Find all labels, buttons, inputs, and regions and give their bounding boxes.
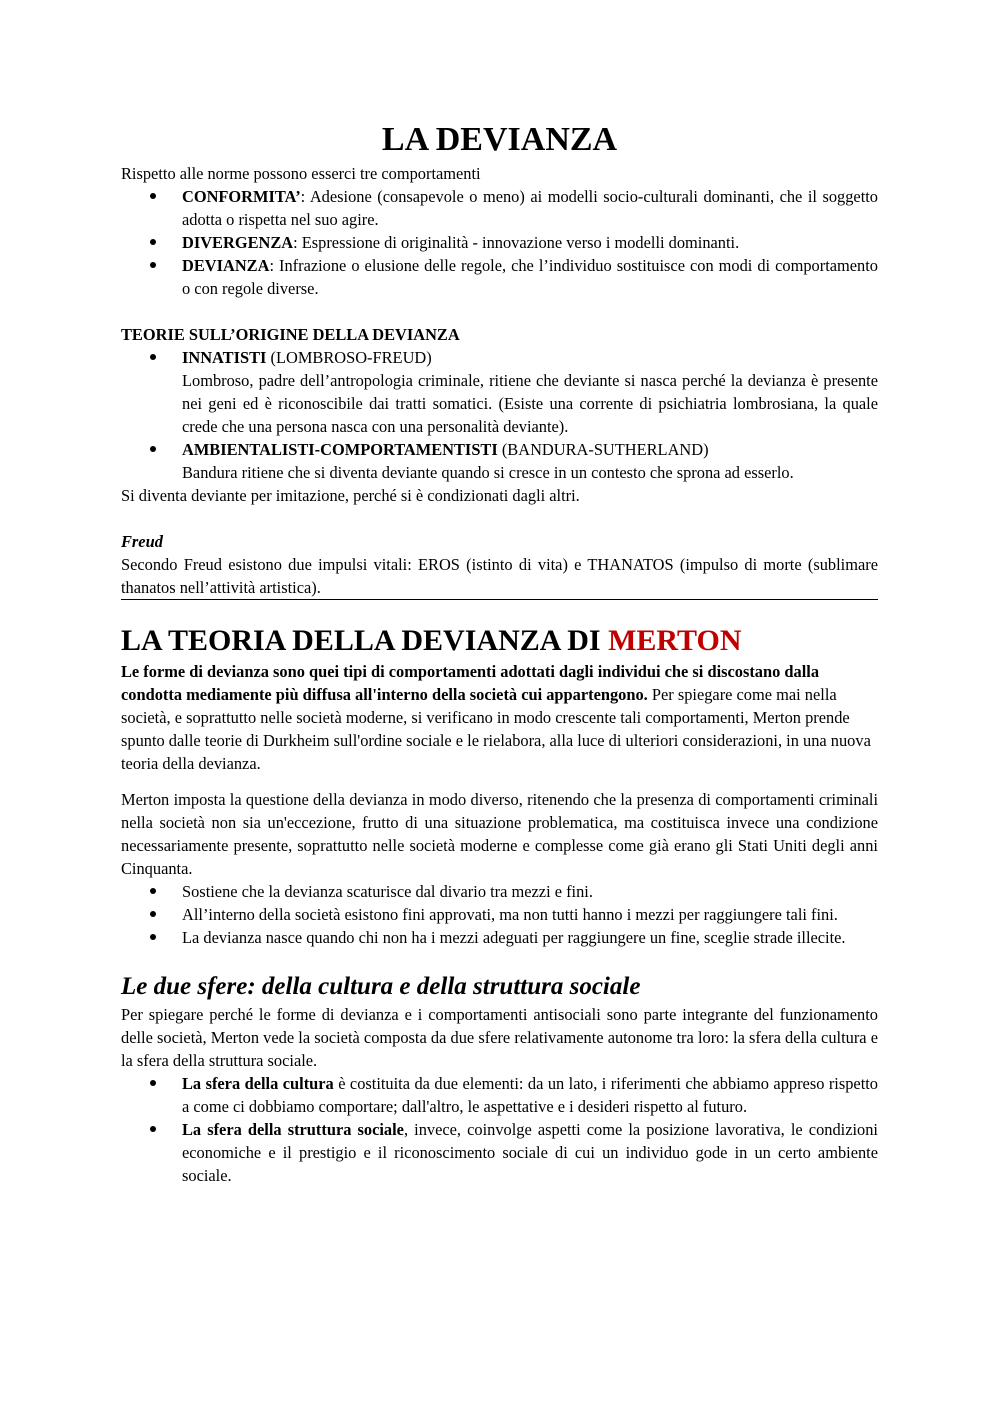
imitation-text: Si diventa deviante per imitazione, perché si è condizionati dagli altri. [121, 486, 580, 505]
merton-definition: Le forme di devianza sono quei tipi di comportamenti adottati dagli individui che si discostano dalla condotta mediamente più diffusa all'interno della società cui appartengono. [121, 662, 820, 704]
merton-explanation: Per spiegare come mai nella società, e soprattutto nelle società moderne, si verificano in modo crescente tali comportamenti, Merton prende spunto dalle teorie di Durkheim sull'ordine sociale e le rielabora, alla luce di ulteriori considerazioni, in una nuova teoria della devianza. [121, 685, 871, 773]
term: La sfera della struttura sociale [182, 1120, 404, 1139]
list-item [121, 254, 878, 300]
term: DIVERGENZA [182, 233, 294, 252]
merton-heading [121, 622, 878, 660]
intro-text: Rispetto alle norme possono esserci tre comportamenti [121, 164, 481, 183]
innatisti-description: Lombroso, padre dell’antropologia criminale, ritiene che deviante si nasca perché la devianza è presente nei geni ed è riconoscibile dai tratti somatici. (Esiste una corrente di psichiatria lombrosiana, la quale crede che una persona nasca con una personalità deviante). [182, 371, 878, 436]
term: INNATISTI [182, 348, 267, 367]
spheres-intro: Per spiegare perché le forme di devianza e i comportamenti antisociali sono parte integrante del funzionamento delle società, Merton vede la società composta da due sfere relativamente autonome tra loro: la sfera della cultura e la sfera della struttura sociale. [121, 1005, 878, 1070]
term: DEVIANZA [182, 256, 270, 275]
term: CONFORMITA’ [182, 187, 301, 206]
definition: : Adesione (consapevole o meno) ai modelli socio-culturali dominanti, che il soggetto adotta o rispetta nel suo agire. [182, 187, 878, 229]
list-item: La devianza nasce quando chi non ha i mezzi adeguati per raggiungere un fine, sceglie strade illecite. [121, 926, 878, 949]
list-item: Sostiene che la devianza scaturisce dal divario tra mezzi e fini. [121, 880, 878, 903]
list-item [121, 346, 878, 369]
document-page [121, 118, 878, 1187]
merton-heading-name: MERTON [608, 624, 742, 657]
merton-paragraph-2: Merton imposta la questione della devianza in modo diverso, ritenendo che la presenza di comportamenti criminali nella società non sia un'eccezione, frutto di una situazione problematica, ma costituisca invece una condizione necessariamente presente, soprattutto nelle società moderne e complesse come già erano gli Stati Uniti degli anni Cinquanta. [121, 790, 878, 878]
theories-heading: TEORIE SULL’ORIGINE DELLA DEVIANZA [121, 325, 460, 344]
freud-heading: Freud [121, 532, 163, 551]
spheres-list [121, 1072, 878, 1187]
list-item [121, 438, 878, 461]
definition: , invece, coinvolge aspetti come la posizione lavorativa, le condizioni economiche e il prestigio e il riconoscimento sociale di cui un individuo gode in un certo ambiente sociale. [182, 1120, 878, 1185]
merton-paragraph-1 [121, 660, 878, 775]
merton-points-list [121, 880, 878, 949]
list-item [121, 185, 878, 231]
list-item [121, 1072, 878, 1118]
list-item: All’interno della società esistono fini approvati, ma non tutti hanno i mezzi per raggiungere tali fini. [121, 903, 878, 926]
theories-list [121, 346, 878, 369]
definition: : Espressione di originalità - innovazione verso i modelli dominanti. [293, 233, 740, 252]
authors: (BANDURA-SUTHERLAND) [497, 440, 709, 459]
authors: (LOMBROSO-FREUD) [266, 348, 432, 367]
term: AMBIENTALISTI-COMPORTAMENTISTI [182, 440, 498, 459]
merton-heading-prefix: LA TEORIA DELLA DEVIANZA DI [121, 624, 609, 657]
term: La sfera della cultura [182, 1074, 334, 1093]
definition: : Infrazione o elusione delle regole, che l’individuo sostituisce con modi di comportamento o con regole diverse. [182, 256, 878, 298]
list-item [121, 231, 878, 254]
spheres-heading: Le due sfere: della cultura e della struttura sociale [121, 973, 641, 1000]
definition: è costituita da due elementi: da un lato, i riferimenti che abbiamo appreso rispetto a come ci dobbiamo comportare; dall'altro, le aspettative e i desideri rispetto al futuro. [182, 1074, 878, 1116]
theories-list-2 [121, 438, 878, 461]
ambientalisti-description: Bandura ritiene che si diventa deviante quando si cresce in un contesto che sprona ad esserlo. [182, 463, 794, 482]
list-item [121, 1118, 878, 1187]
behaviors-list [121, 185, 878, 300]
freud-text: Secondo Freud esistono due impulsi vitali: EROS (istinto di vita) e THANATOS (impulso di morte (sublimare thanatos nell’attività artistica). [121, 553, 878, 600]
page-title: LA DEVIANZA [381, 121, 618, 158]
